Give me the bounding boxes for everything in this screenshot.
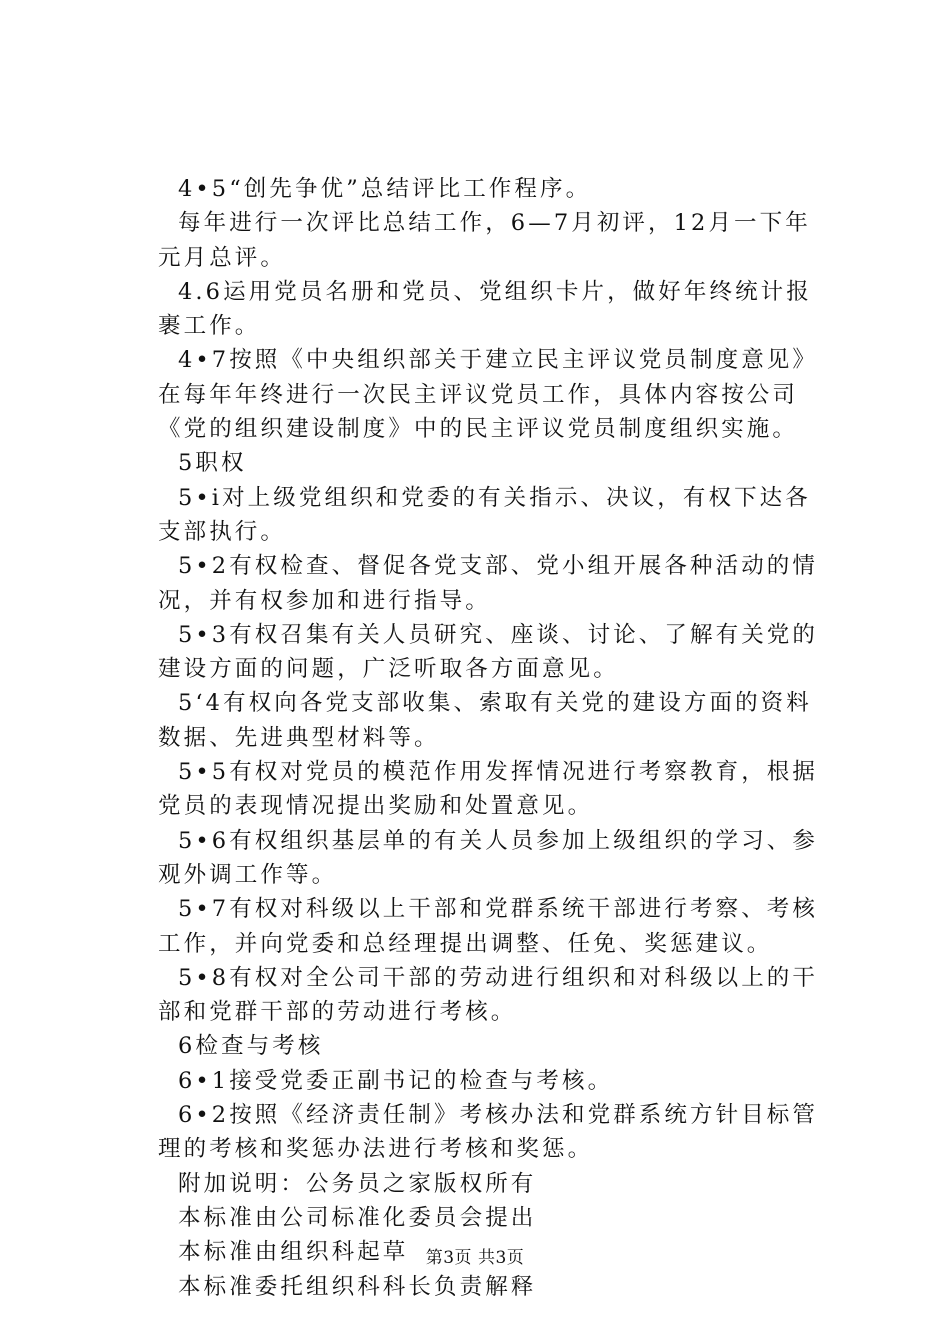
paragraph: 5•5有权对党员的模范作用发挥情况进行考察教育，根据党员的表现情况提出奖励和处置意见。 xyxy=(158,759,819,820)
page-number-footer: 第3页 共3页 xyxy=(425,1248,525,1268)
section-heading: 5职权 xyxy=(178,450,247,477)
paragraph: 5•3有权召集有关人员研究、座谈、讨论、了解有关党的建设方面的问题，广泛听取各方面意见。 xyxy=(158,621,819,683)
paragraph: 5•i对上级党组织和党委的有关指示、决议，有权下达各支部执行。 xyxy=(158,484,811,545)
paragraph: 5•8有权对全公司干部的劳动进行组织和对科级以上的干部和党群干部的劳动进行考核。 xyxy=(158,964,819,1026)
document-body xyxy=(158,172,834,1304)
note-line: 本标准委托组织科科长负责解释 xyxy=(178,1273,537,1300)
paragraph: 5‘4有权向各党支部收集、索取有关党的建设方面的资料数据、先进典型材料等。 xyxy=(158,690,812,751)
note-line: 本标准由组织科起草 xyxy=(178,1239,409,1266)
paragraph: 6•2按照《经济责任制》考核办法和党群系统方针目标管理的考核和奖惩办法进行考核和奖惩。 xyxy=(158,1102,819,1163)
paragraph: 4•5“创先争优”总结评比工作程序。 xyxy=(178,176,592,202)
paragraph: 4•7按照《中央组织部关于建立民主评议党员制度意见》在每年年终进行一次民主评议党员工作，具体内容按公司《党的组织建设制度》中的民主评议党员制度组织实施。 xyxy=(158,347,819,443)
paragraph: 6•1接受党委正副书记的检查与考核。 xyxy=(178,1067,614,1094)
note-line: 附加说明：公务员之家版权所有 xyxy=(178,1170,537,1197)
paragraph: 每年进行一次评比总结工作，6—7月初评，12月一下年元月总评。 xyxy=(158,210,811,271)
section-heading: 6检查与考核 xyxy=(178,1033,324,1060)
paragraph: 5•7有权对科级以上干部和党群系统干部进行考察、考核工作，并向党委和总经理提出调整、任免、奖惩建议。 xyxy=(158,896,819,957)
paragraph: 5•2有权检查、督促各党支部、党小组开展各种活动的情况，并有权参加和进行指导。 xyxy=(158,553,819,614)
note-line: 本标准由公司标准化委员会提出 xyxy=(178,1204,537,1231)
paragraph: 5•6有权组织基层单的有关人员参加上级组织的学习、参观外调工作等。 xyxy=(158,827,819,888)
paragraph: 4.6运用党员名册和党员、党组织卡片，做好年终统计报裹工作。 xyxy=(158,278,812,340)
